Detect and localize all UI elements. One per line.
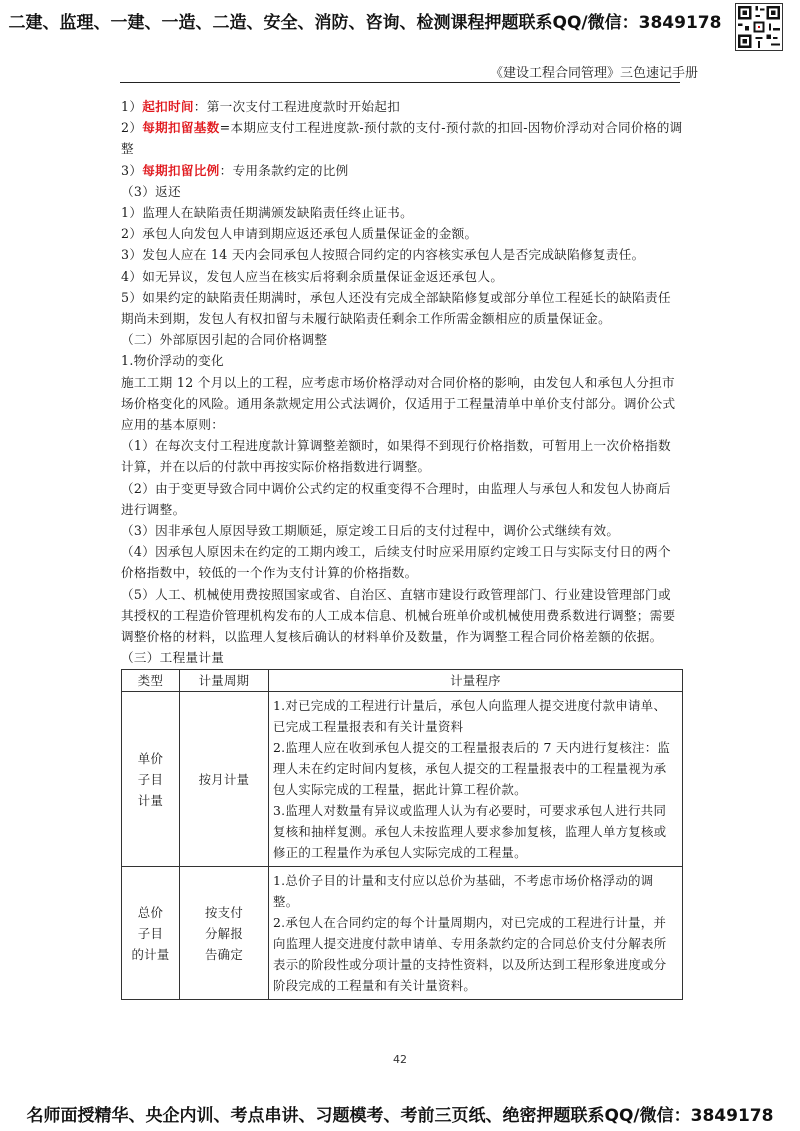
deduction-base-line: 2）每期扣留基数=本期应支付工程进度款-预付款的支付-预付款的扣回-因物价浮动对合同价格的调整	[121, 120, 683, 157]
type-cell: 总价 子目 的计量	[122, 867, 180, 1000]
procedure-step: 2.承包人在合同约定的每个计量周期内，对已完成的工程进行计量，并向监理人提交进度付款申请单、专用条款约定的合同总价支付分解表所表示的阶段性或分项计量的支持性资料，以及所达到工程形象进度或分阶段完成的工程量和有关计量资料。	[273, 915, 667, 994]
column-header: 计量周期	[180, 670, 269, 692]
table-header-row	[122, 670, 683, 692]
principle-item: （2）由于变更导致合同中调价公式约定的权重变得不合理时，由监理人与承包人和发包人协商后进行调整。	[121, 480, 671, 517]
principle-item: （4）因承包人原因未在约定的工期内竣工，后续支付时应采用原约定竣工日与实际支付日的两个价格指数中，较低的一个作为支付计算的价格指数。	[121, 544, 671, 581]
intro-paragraph: 施工工期 12 个月以上的工程，应考虑市场价格浮动对合同价格的影响，由发包人和承包人分担市场价格变化的风险。通用条款规定用公式法调价，仅适用于工程量清单中单价支付部分。调价公式应用的基本原则：	[121, 374, 676, 433]
procedure-cell	[269, 692, 683, 867]
return-item: 2）承包人向发包人申请到期应返还承包人质量保证金的金额。	[121, 226, 478, 242]
principle-item: （3）因非承包人原因导致工期顺延，原定竣工日后的支付过程中，调价公式继续有效。	[121, 523, 620, 539]
return-heading: （3）返还	[121, 183, 181, 199]
section-heading: （三）工程量计量	[121, 650, 225, 666]
period-cell: 按月计量	[180, 692, 269, 867]
procedure-cell	[269, 867, 683, 1000]
page-number: 42	[393, 1053, 407, 1066]
header-divider	[120, 82, 680, 83]
table-row	[122, 867, 683, 1000]
type-cell: 单价 子目 计量	[122, 692, 180, 867]
top-promo-banner: 二建、监理、一建、一造、二造、安全、消防、咨询、检测课程押题联系QQ/微信：3849178	[8, 13, 722, 33]
return-item: 5）如果约定的缺陷责任期满时，承包人还没有完成全部缺陷修复或部分单位工程延长的缺陷责任期尚未到期，发包人有权扣留与未履行缺陷责任剩余工作所需金额相应的质量保证金。	[121, 289, 671, 327]
procedure-step: 2.监理人应在收到承包人提交的工程量报表后的 7 天内进行复核注：监理人未在约定时间内复核，承包人提交的工程量报表中的工程量视为承包人实际完成的工程量，据此计算工程价款。	[273, 740, 671, 798]
column-header: 类型	[122, 670, 180, 692]
period-cell: 按支付 分解报 告确定	[180, 867, 269, 1000]
procedure-step: 1.总价子目的计量和支付应以总价为基础，不考虑市场价格浮动的调整。	[273, 873, 654, 910]
return-item: 3）发包人应在 14 天内会同承包人按照合同约定的内容核实承包人是否完成缺陷修复责任。	[121, 247, 645, 263]
column-header: 计量程序	[269, 670, 683, 692]
principle-item: （5）人工、机械使用费按照国家或省、自治区、直辖市建设行政管理部门、行业建设管理部门或其授权的工程造价管理机构发布的人工成本信息、机械台班单价或机械使用费系数进行调整；需要调整价格的材料，以监理人复核后确认的材料单价及数量，作为调整工程合同价格差额的依据。	[121, 586, 676, 645]
key-term: 每期扣留基数	[142, 120, 220, 136]
qr-code-icon	[735, 3, 783, 51]
principle-item: （1）在每次支付工程进度款计算调整差额时，如果得不到现行价格指数，可暂用上一次价格指数计算，并在以后的付款中再按实际价格指数进行调整。	[121, 438, 671, 475]
key-term: 每期扣留比例	[142, 162, 220, 178]
book-title: 《建设工程合同管理》三色速记手册	[489, 66, 698, 81]
return-item: 1）监理人在缺陷责任期满颁发缺陷责任终止证书。	[121, 205, 413, 221]
deduction-start-line: 1）起扣时间：第一次支付工程进度款时开始起扣	[121, 99, 401, 114]
procedure-step: 1.对已完成的工程进行计量后，承包人向监理人提交进度付款申请单、已完成工程量报表和有关计量资料	[273, 698, 667, 735]
table-row	[122, 692, 683, 867]
procedure-step: 3.监理人对数量有异议或监理人认为有必要时，可要求承包人进行共同复核和抽样复测。承包人未按监理人要求参加复核，监理人单方复核或修正的工程量作为承包人实际完成的工程量。	[273, 803, 667, 861]
deduction-ratio-line: 3）每期扣留比例：专用条款约定的比例	[121, 162, 349, 178]
section-heading: （二）外部原因引起的合同价格调整	[121, 332, 328, 348]
subsection-heading: 1.物价浮动的变化	[121, 353, 224, 369]
key-term: 起扣时间	[142, 99, 194, 114]
return-item: 4）如无异议，发包人应当在核实后将剩余质量保证金返还承包人。	[121, 268, 504, 284]
page-content	[121, 96, 683, 1000]
bottom-promo-banner: 名师面授精华、央企内训、考点串讲、习题模考、考前三页纸、绝密押题联系QQ/微信：3849178	[26, 1106, 774, 1126]
measurement-table	[121, 669, 683, 1000]
